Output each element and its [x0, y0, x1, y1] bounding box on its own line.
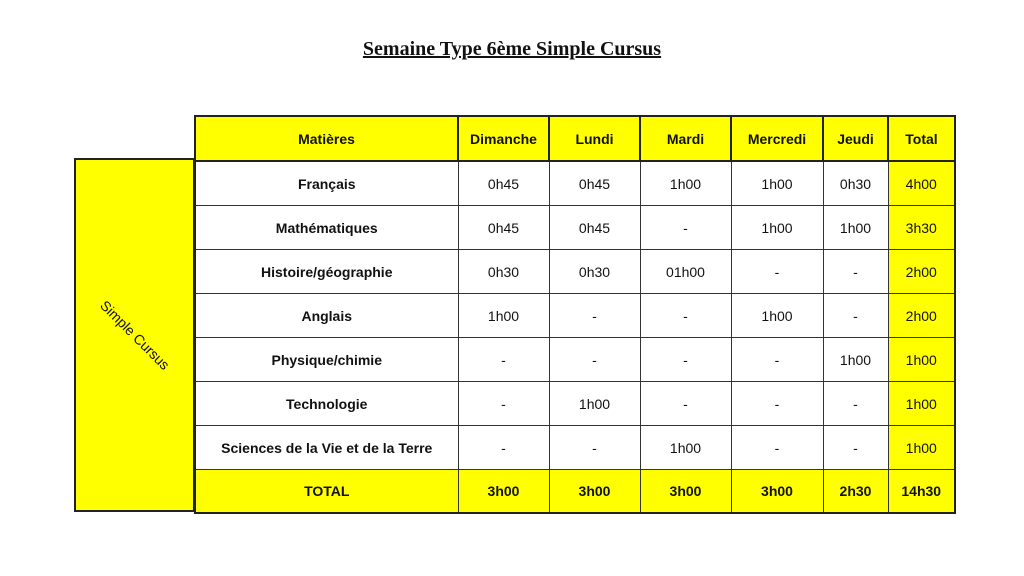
table-row: [195, 426, 955, 470]
subject-cell: Physique/chimie: [195, 338, 458, 382]
header-row: [195, 116, 955, 161]
day-total-cell: 3h00: [458, 470, 549, 514]
hours-cell: 1h00: [731, 294, 823, 338]
table-row: [195, 382, 955, 426]
hours-cell: -: [640, 338, 731, 382]
hours-cell: -: [549, 426, 640, 470]
subject-cell: Sciences de la Vie et de la Terre: [195, 426, 458, 470]
hours-cell: 1h00: [640, 426, 731, 470]
hours-cell: 1h00: [640, 161, 731, 206]
hours-cell: -: [549, 294, 640, 338]
row-total-cell: 2h00: [888, 294, 955, 338]
total-label-cell: TOTAL: [195, 470, 458, 514]
header-monday: Lundi: [549, 116, 640, 161]
hours-cell: -: [458, 382, 549, 426]
table-row: [195, 294, 955, 338]
subject-cell: Français: [195, 161, 458, 206]
header-sunday: Dimanche: [458, 116, 549, 161]
page-title: Semaine Type 6ème Simple Cursus: [362, 38, 662, 60]
hours-cell: 0h45: [549, 206, 640, 250]
table-row: [195, 250, 955, 294]
hours-cell: 1h00: [549, 382, 640, 426]
row-total-cell: 2h00: [888, 250, 955, 294]
row-total-cell: 3h30: [888, 206, 955, 250]
row-total-cell: 1h00: [888, 426, 955, 470]
hours-cell: -: [549, 338, 640, 382]
hours-cell: 0h30: [549, 250, 640, 294]
day-total-cell: 3h00: [731, 470, 823, 514]
hours-cell: -: [731, 382, 823, 426]
header-thursday: Jeudi: [823, 116, 888, 161]
row-total-cell: 1h00: [888, 338, 955, 382]
hours-cell: -: [640, 294, 731, 338]
hours-cell: 1h00: [458, 294, 549, 338]
hours-cell: 0h45: [458, 206, 549, 250]
hours-cell: 0h30: [458, 250, 549, 294]
hours-cell: 0h30: [823, 161, 888, 206]
hours-cell: -: [731, 338, 823, 382]
row-total-cell: 1h00: [888, 382, 955, 426]
subject-cell: Technologie: [195, 382, 458, 426]
hours-cell: 1h00: [823, 338, 888, 382]
subject-cell: Histoire/géographie: [195, 250, 458, 294]
schedule-table: [194, 115, 956, 514]
hours-cell: 1h00: [731, 206, 823, 250]
cursus-side-label: Simple Cursus: [96, 297, 173, 373]
header-tuesday: Mardi: [640, 116, 731, 161]
hours-cell: 0h45: [549, 161, 640, 206]
hours-cell: 01h00: [640, 250, 731, 294]
row-total-cell: 4h00: [888, 161, 955, 206]
hours-cell: -: [823, 294, 888, 338]
hours-cell: -: [458, 426, 549, 470]
header-subjects: Matières: [195, 116, 458, 161]
hours-cell: -: [823, 250, 888, 294]
table-row: [195, 338, 955, 382]
subject-cell: Anglais: [195, 294, 458, 338]
hours-cell: -: [640, 206, 731, 250]
hours-cell: 0h45: [458, 161, 549, 206]
subject-cell: Mathématiques: [195, 206, 458, 250]
day-total-cell: 2h30: [823, 470, 888, 514]
hours-cell: -: [731, 250, 823, 294]
hours-cell: -: [731, 426, 823, 470]
day-total-cell: 3h00: [549, 470, 640, 514]
header-wednesday: Mercredi: [731, 116, 823, 161]
hours-cell: -: [458, 338, 549, 382]
hours-cell: -: [823, 382, 888, 426]
header-total: Total: [888, 116, 955, 161]
hours-cell: -: [640, 382, 731, 426]
grand-total-cell: 14h30: [888, 470, 955, 514]
table-row: [195, 206, 955, 250]
hours-cell: 1h00: [823, 206, 888, 250]
cursus-side-label-cell: [74, 158, 195, 512]
day-total-cell: 3h00: [640, 470, 731, 514]
total-row: [195, 470, 955, 514]
hours-cell: 1h00: [731, 161, 823, 206]
hours-cell: -: [823, 426, 888, 470]
table-row: [195, 161, 955, 206]
